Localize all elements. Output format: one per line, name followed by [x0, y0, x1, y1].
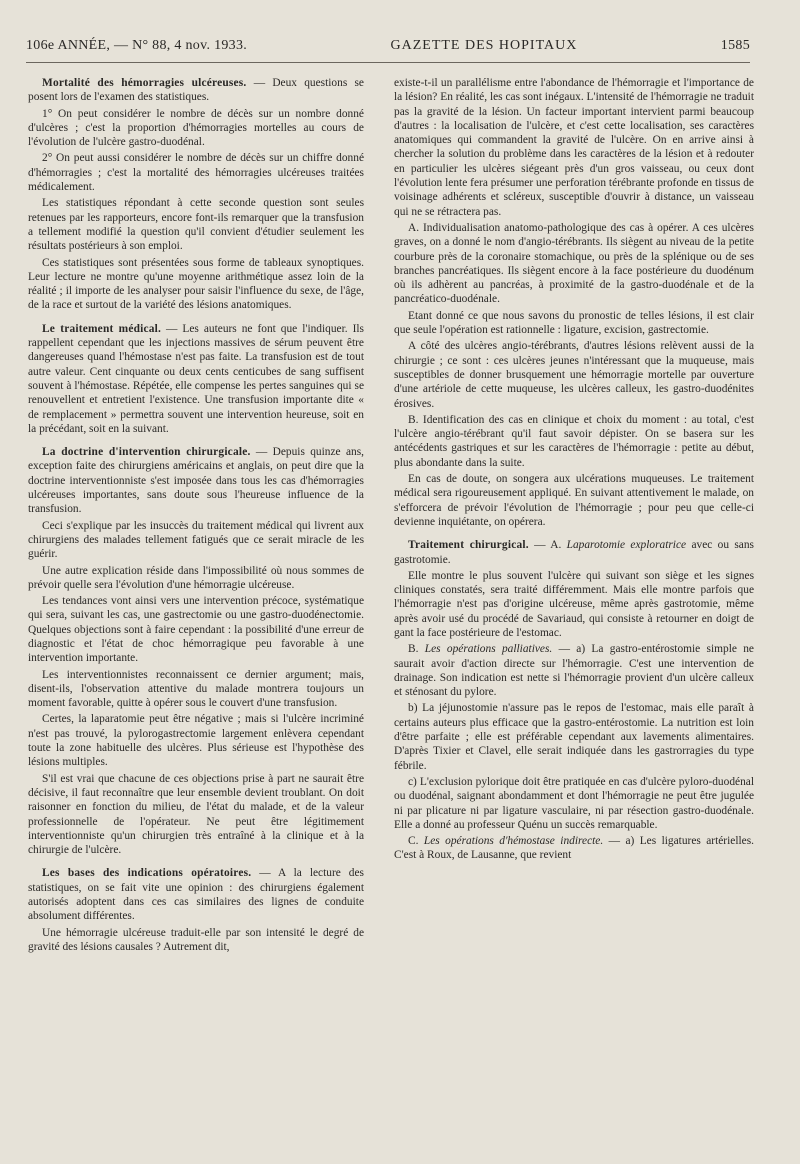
section-traitement-chirurgical: [394, 538, 754, 567]
paragraph-text: — a) La gastro-entérostomie simple ne saurait avoir d'action directe sur l'hémorragie. C'est une intervention de drainage. Son indication est nette si l'hémorragie provient d'un ulcère calleux et sténosant du pylore.: [394, 643, 754, 699]
paragraph: Etant donné ce que nous savons du pronostic de telles lésions, il est clair que seule l'opération est rationnelle : ligature, excision, gastrectomie.: [394, 309, 754, 337]
section-heading: La doctrine d'intervention chirurgicale.: [42, 446, 251, 459]
paragraph: Certes, la laparatomie peut être négative ; mais si l'ulcère incriminé n'est pas trouvé, la pylorogastrectomie largement enlèvera cependant toute la zone habituelle des ulcères. Plus sérieuse est l'hypothèse des lésions multiples.: [28, 713, 364, 769]
page-number: 1585: [720, 38, 750, 53]
paragraph-text: — a) Les ligatures artérielles. C'est à Roux, de Lausanne, que revient: [394, 835, 754, 862]
right-column: [394, 76, 754, 865]
paragraph-hemostase-indirecte: [394, 834, 754, 863]
paragraph: b) La jéjunostomie n'assure pas le repos de l'estomac, mais elle paraît à certains auteurs plus efficace que la gastro-entérostomie. La nutrition est loin d'être parfaite ; elle est préférable cependant aux lavements alimentaires. D'après Tixier et Clavel, elle serait indiquée dans les gastrorragies du type fébrile.: [394, 702, 754, 772]
header-rule: [26, 62, 750, 63]
paragraph: c) L'exclusion pylorique doit être pratiquée en cas d'ulcère pyloro-duodénal ou duodénal, saignant abondamment et dont l'hémorragie ne peut être jugulée ni par plicature ni par ligature vasculaire, ni par résection gastro-duodénale. Elle a donné au professeur Quénu un succès remarquable.: [394, 775, 754, 831]
subsection-letter: B.: [408, 643, 425, 656]
section-heading: Le traitement médical.: [42, 322, 162, 335]
subsection-letter: C.: [408, 835, 424, 848]
paragraph-text: — A la lecture des statistiques, on se fait vite une opinion : des chirurgiens également autorisés adoptent dans ces cas similaires des lignes de conduite absolument différentes.: [28, 867, 364, 923]
paragraph: A côté des ulcères angio-térébrants, d'autres lésions relèvent aussi de la chirurgie ; ce sont : ces ulcères jeunes n'intéressant que la muqueuse, mais susceptibles de donner brusquement une hémorragie mortelle par ouverture d'une artériole de cette muqueuse, les ulcères calleux, les gastro-duodénites érosives.: [394, 340, 754, 410]
page-header: [26, 38, 750, 60]
paragraph: 2° On peut aussi considérer le nombre de décès sur un chiffre donné d'hémorragies ; c'est la mortalité des hémorragies ulcéreuses traitées médicalement.: [28, 152, 364, 194]
section-heading: Traitement chirurgical.: [408, 539, 529, 552]
paragraph: B. Identification des cas en clinique et choix du moment : au total, c'est l'ulcère angio-térébrant qu'il faut savoir dépister. On se basera sur les antécédents gastriques et sur les caractères de l'hémorragie : petite au début, plus abondante dans la suite.: [394, 413, 754, 469]
paragraph: Une hémorragie ulcéreuse traduit-elle par son intensité le degré de gravité des lésions causales ? Autrement dit,: [28, 926, 364, 953]
subsection-title: Les opérations palliatives.: [424, 643, 553, 656]
section-heading: Mortalité des hémorragies ulcéreuses.: [42, 77, 247, 89]
section-traitement-medical: [28, 322, 364, 436]
paragraph: Les interventionnistes reconnaissent ce dernier argument; mais, disent-ils, l'observation attentive du malade montrera toujours un moment favorable, quitte à opérer sous le couvert d'une transfusion.: [28, 668, 364, 710]
paragraph: Les tendances vont ainsi vers une intervention précoce, systématique qui sera, suivant les cas, une gastrectomie ou une gastro-duodénectomie. Quelques objections sont à faire cependant : la possibilité d'une erreur de diagnostic et l'état de choc hémorragique peu favorable à une intervention importante.: [28, 595, 364, 665]
subsection-title: Laparotomie exploratrice: [566, 539, 687, 552]
journal-title: GAZETTE DES HOPITAUX: [390, 38, 578, 53]
paragraph: S'il est vrai que chacune de ces objections prise à part ne saurait être décisive, il faut reconnaître que leur ensemble devient troublant. On doit raisonner en fonction du milieu, de l'état du malade, et de la valeur professionnelle de l'opérateur. Ne peut être légitimement interventionniste qu'un chirurgien très entraîné à la clinique et à la chirurgie de l'ulcère.: [28, 772, 364, 857]
paragraph: Les statistiques répondant à cette seconde question sont seules retenues par les rapporteurs, encore font-ils remarquer que la transfusion a tellement modifié la question qu'il convient d'étudier seulement les résultats postérieurs à son emploi.: [28, 197, 364, 253]
subsection-title: Les opérations d'hémostase indirecte.: [423, 835, 604, 848]
heading-dash: — A.: [528, 539, 567, 552]
paragraph: Elle montre le plus souvent l'ulcère qui suivant son siège et les signes cliniques constatés, sera traité différemment. Mais elle montre parfois que l'hémorragie n'est pas d'origine ulcéreuse, même après gastrotomie, même après avoir usé du procédé de Savariaud, qui consiste à retourner en doigt de gant la face postérieure de l'estomac.: [394, 569, 754, 639]
section-doctrine: [28, 445, 364, 516]
paragraph: Ces statistiques sont présentées sous forme de tableaux synoptiques. Leur lecture ne montre qu'une moyenne arithmétique assez loin de la réalité ; il importe de les analyser pour saisir l'influence du sexe, de l'âge, de la race et surtout de la variété des lésions anatomiques.: [28, 256, 364, 312]
paragraph-operations-palliatives: [394, 642, 754, 699]
section-mortalite: [28, 76, 364, 105]
left-column: [28, 76, 364, 956]
paragraph-text: — Depuis quinze ans, exception faite des chirurgiens américains et anglais, on peut dire que la doctrine interventionniste s'est imposée dans tous les cas d'hémorragies ulcéreuses importantes, sans doute sous l'heureuse influence de la transfusion.: [28, 446, 364, 516]
paragraph: 1° On peut considérer le nombre de décès sur un nombre donné d'ulcères ; c'est la proportion d'hémorragies mortelles au cours de l'évolution de l'ulcère gastro-duodénal.: [28, 107, 364, 149]
paragraph-text: avec ou sans gastrotomie.: [394, 539, 754, 566]
paragraph-text: — Les auteurs ne font que l'indiquer. Ils rappellent cependant que les injections massives de sérum peuvent être dangereuses quand l'hémostase n'est pas faite. La transfusion est de tout autre valeur. Cent cinquante ou deux cents centicubes de sang suffisent souvent à l'hémostase. Répétée, elle compense les pertes sanguines qui se renouvellent et entretient l'existence. Une transfusion importante dite « de remplacement » permettra souvent une intervention heureuse, soit en la précédant, soit en la suivant.: [28, 322, 364, 435]
section-heading: Les bases des indications opératoires.: [42, 867, 252, 880]
paragraph: A. Individualisation anatomo-pathologique des cas à opérer. A ces ulcères graves, on a donné le nom d'angio-térébrants. Ils siègent au niveau de la petite courbure près de la coronaire stomachique, ou près de la splénique ou de ses branches pancréatiques. Ils siègent encore à la face postérieure du duodénum où ils adhèrent au pancréas, à proximité de la gastro-duodénale et de la pancréatico-duodénale.: [394, 221, 754, 306]
paragraph: Ceci s'explique par les insuccès du traitement médical qui livrent aux chirurgiens des malades tellement fatigués que ce serait miracle de les guérir.: [28, 519, 364, 561]
paragraph-text: — Deux questions se posent lors de l'examen des statistiques.: [28, 77, 364, 104]
issue-info: 106e ANNÉE, — N° 88, 4 nov. 1933.: [26, 38, 248, 53]
paragraph: Une autre explication réside dans l'impossibilité où nous sommes de prévoir quelle sera l'évolution d'une hémorragie ulcéreuse.: [28, 564, 364, 591]
section-bases-indications: [28, 866, 364, 923]
paragraph: existe-t-il un parallélisme entre l'abondance de l'hémorragie et l'importance de la lésion? En réalité, les cas sont inégaux. L'intensité de l'hémorragie ne traduit pas la gravité de la lésion. Un facteur important intervient parmi beaucoup d'autres : la localisation de l'ulcère, et c'est cette localisation, ses caractères anatomiques qui commandent la gravité de l'ulcère. On en arrive ainsi à chercher la solution du problème dans les caractères de la lésion et à redouter en particulier les ulcères siégeant près d'un gros vaisseau, ou ceux dont l'évolution lente fera présumer une perforation térébrante profonde en tissus de voisinage adhérents et scléreux, susceptible d'ouvrir à distance, un vaisseau qui ne se rétractera pas.: [394, 77, 754, 218]
paragraph: En cas de doute, on songera aux ulcérations muqueuses. Le traitement médical sera rigoureusement appliqué. En suivant attentivement le malade, on s'efforcera de prévoir l'évolution de l'hémorragie ; pour peu que celle-ci devienne inquiétante, on opérera.: [394, 473, 754, 528]
